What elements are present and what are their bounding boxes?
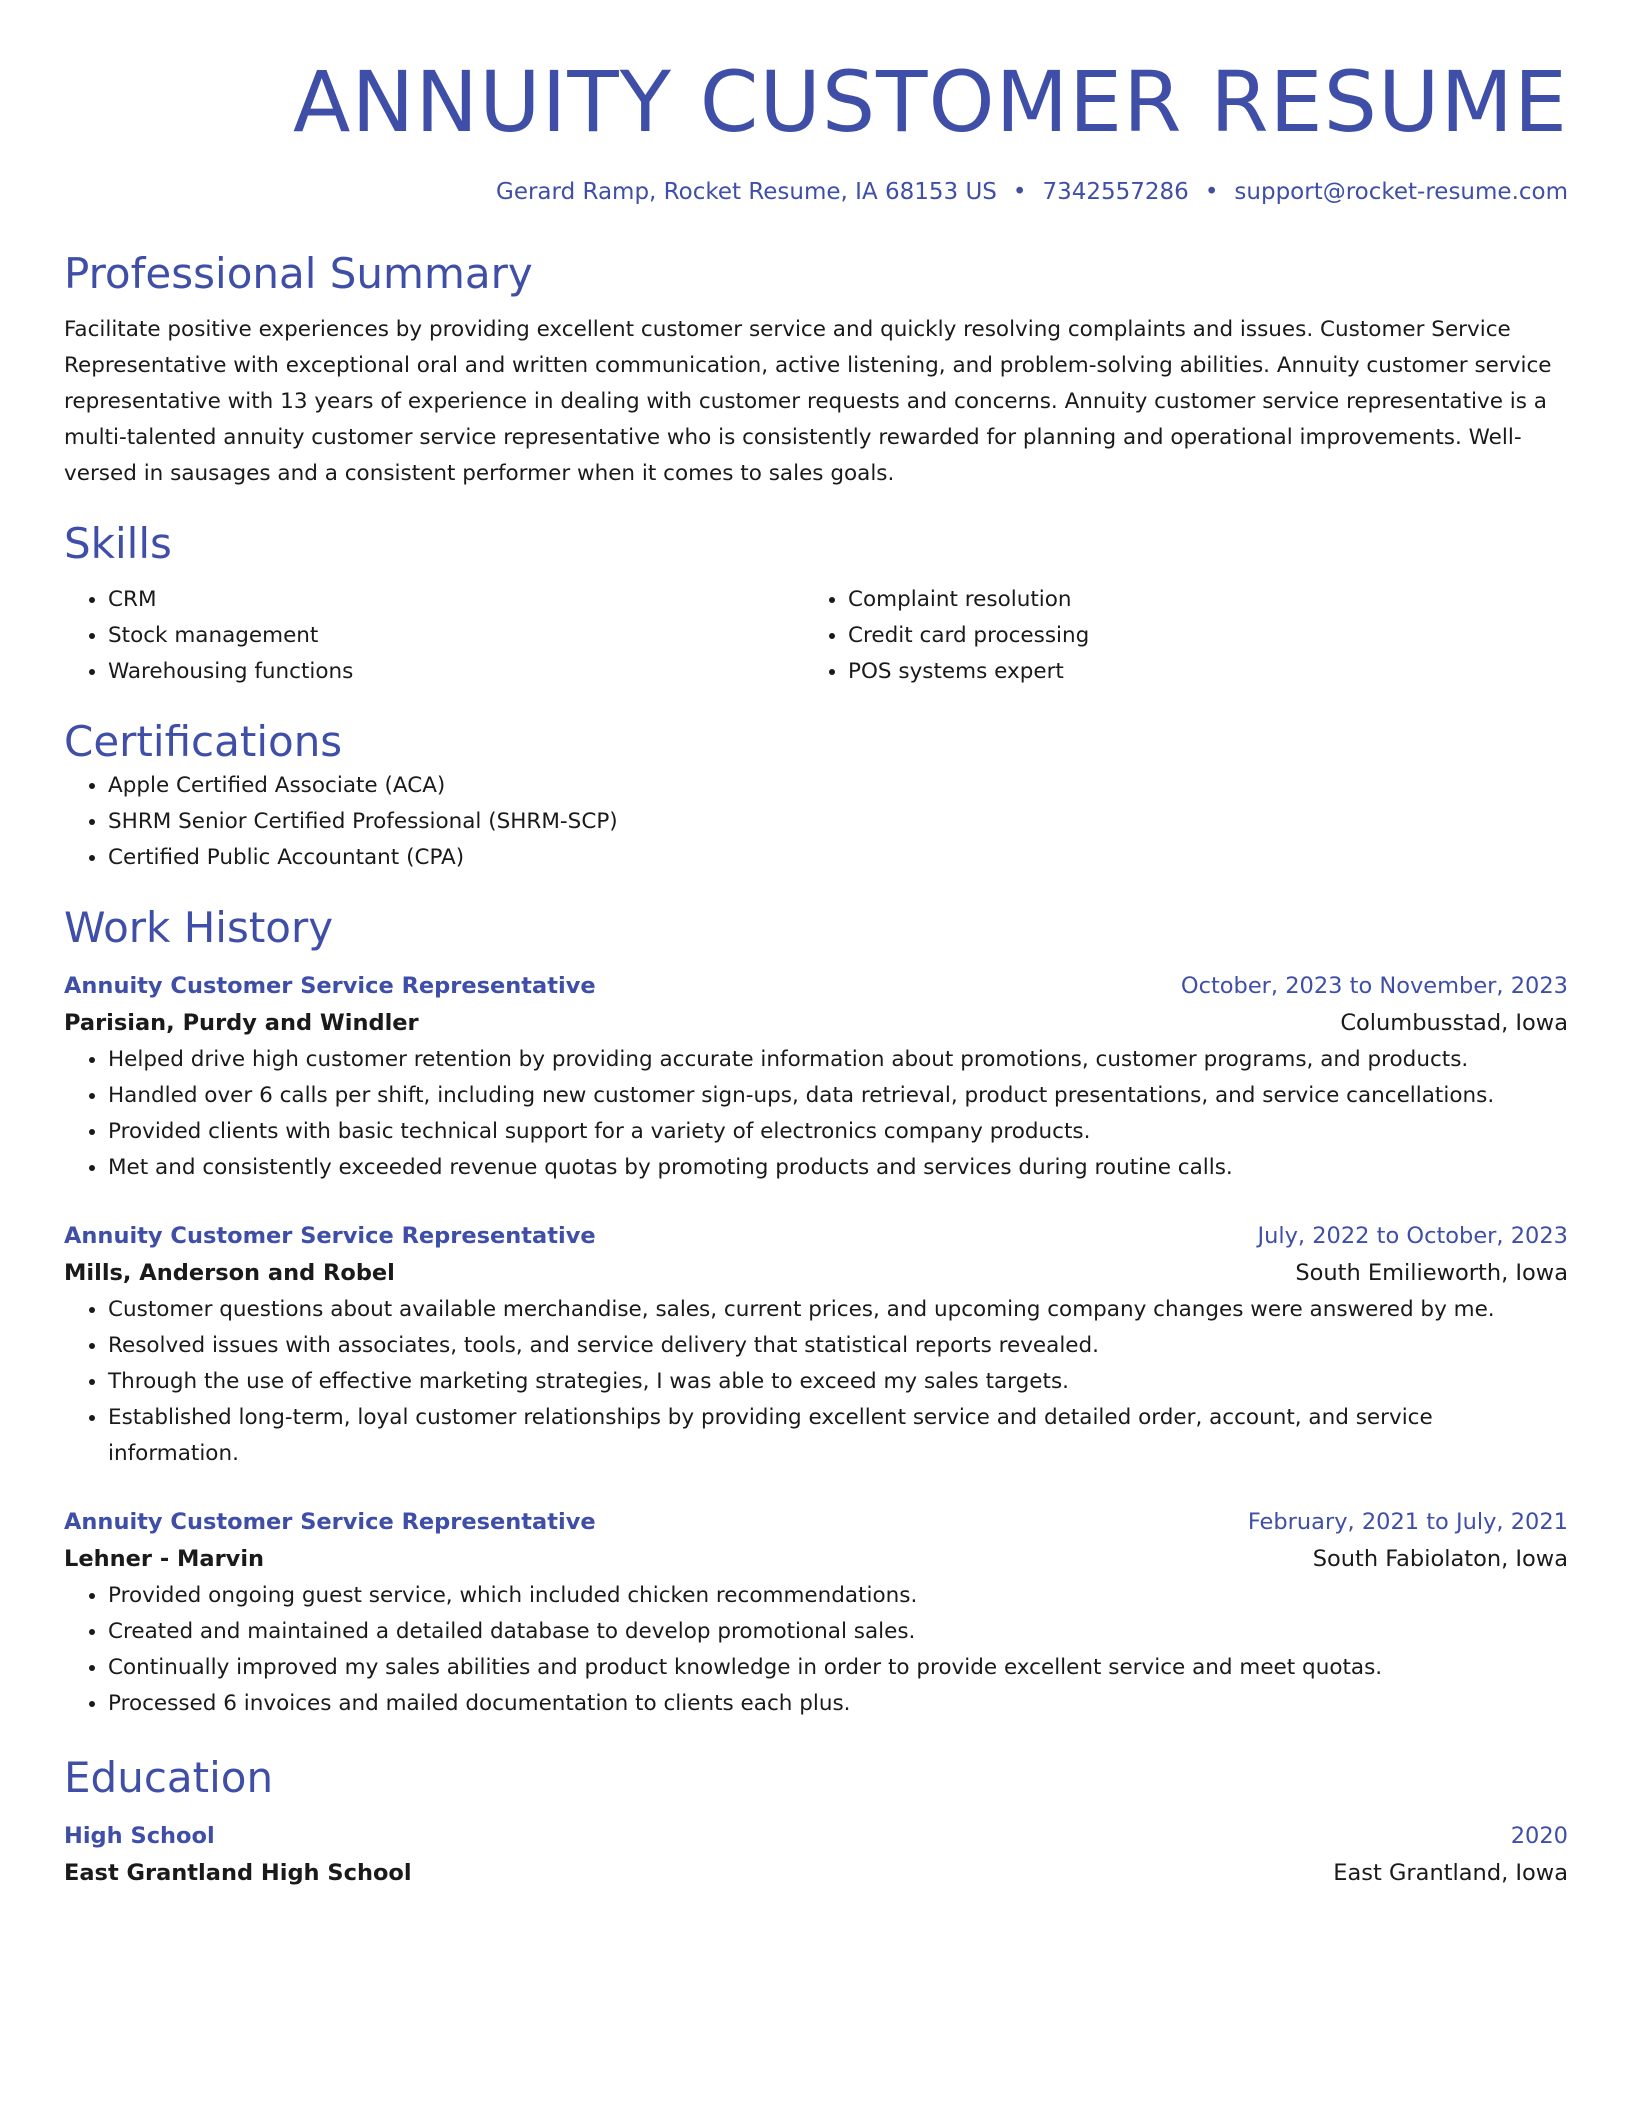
education-school: East Grantland High School xyxy=(64,1860,412,1886)
job-company: Mills, Anderson and Robel xyxy=(64,1260,395,1286)
job-bullet: • Provided ongoing guest service, which included chicken recommendations. xyxy=(108,1578,1568,1614)
resume-title: ANNUITY CUSTOMER RESUME xyxy=(292,53,1568,151)
job-entry xyxy=(64,1218,1568,1472)
job-bullet: • Customer questions about available merchandise, sales, current prices, and upcoming company changes were answered by me. xyxy=(108,1292,1568,1328)
contact-phone: 7342557286 xyxy=(1042,179,1189,205)
job-location: South Fabiolaton, Iowa xyxy=(1312,1546,1568,1572)
job-location: Columbusstad, Iowa xyxy=(1340,1010,1568,1036)
certifications-list xyxy=(64,768,1568,876)
skills-list-left xyxy=(64,582,804,690)
job-header-row xyxy=(64,1218,1568,1254)
skill-item: • Warehousing functions xyxy=(108,654,804,690)
skill-item: • Complaint resolution xyxy=(848,582,1568,618)
job-dates: July, 2022 to October, 2023 xyxy=(1257,1223,1568,1249)
job-bullet: • Created and maintained a detailed database to develop promotional sales. xyxy=(108,1614,1568,1650)
job-entry xyxy=(64,1504,1568,1722)
summary-heading: Professional Summary xyxy=(64,249,533,298)
job-bullet: • Met and consistently exceeded revenue quotas by promoting products and services during routine calls. xyxy=(108,1150,1568,1186)
job-bullet: • Helped drive high customer retention by providing accurate information about promotions, customer programs, and products. xyxy=(108,1042,1568,1078)
contact-line xyxy=(64,176,1568,208)
job-header-row xyxy=(64,1504,1568,1540)
work-history-heading: Work History xyxy=(64,903,334,952)
education-heading: Education xyxy=(64,1753,274,1802)
job-company-row xyxy=(64,1540,1568,1578)
job-bullet: • Established long-term, loyal customer relationships by providing excellent service and detailed order, account, and service information. xyxy=(108,1400,1568,1472)
skill-item: • Stock management xyxy=(108,618,804,654)
job-bullet: • Processed 6 invoices and mailed documentation to clients each plus. xyxy=(108,1686,1568,1722)
job-bullet: • Continually improved my sales abilities and product knowledge in order to provide excellent service and meet quotas. xyxy=(108,1650,1568,1686)
certification-item: • Apple Certified Associate (ACA) xyxy=(108,768,1568,804)
job-dates: October, 2023 to November, 2023 xyxy=(1180,973,1568,999)
job-company: Parisian, Purdy and Windler xyxy=(64,1010,419,1036)
job-title: Annuity Customer Service Representative xyxy=(64,1509,596,1535)
education-entry xyxy=(64,1818,1568,1892)
job-bullet: • Handled over 6 calls per shift, including new customer sign-ups, data retrieval, product presentations, and service cancellations. xyxy=(108,1078,1568,1114)
job-bullets xyxy=(64,1578,1568,1722)
job-dates: February, 2021 to July, 2021 xyxy=(1247,1509,1568,1535)
job-company-row xyxy=(64,1004,1568,1042)
education-location: East Grantland, Iowa xyxy=(1333,1860,1568,1886)
job-bullets xyxy=(64,1042,1568,1186)
skills-grid xyxy=(64,582,1568,690)
skills-list-right xyxy=(804,582,1568,690)
job-bullet: • Resolved issues with associates, tools, and service delivery that statistical reports revealed. xyxy=(108,1328,1568,1364)
education-degree: High School xyxy=(64,1823,215,1849)
job-entry xyxy=(64,968,1568,1186)
job-bullets xyxy=(64,1292,1568,1472)
skill-item: • POS systems expert xyxy=(848,654,1568,690)
certification-item: • SHRM Senior Certified Professional (SHRM-SCP) xyxy=(108,804,1568,840)
skill-item: • CRM xyxy=(108,582,804,618)
job-title: Annuity Customer Service Representative xyxy=(64,973,596,999)
certification-item: • Certified Public Accountant (CPA) xyxy=(108,840,1568,876)
summary-text: Facilitate positive experiences by providing excellent customer service and quickly resolving complaints and issues. Customer Service Representative with exceptional oral and written communication, active listening, and problem-solving abilities. Annuity customer service representative with 13 years of experience in dealing with customer requests and concerns. Annuity customer service representative is a multi-talented annuity customer service representative who is consistently rewarded for planning and operational improvements. Well-versed in sausages and a consistent performer when it comes to sales goals. xyxy=(64,317,1552,486)
contact-separator: • xyxy=(1012,179,1027,205)
contact-email: support@rocket-resume.com xyxy=(1234,179,1568,205)
job-bullet: • Provided clients with basic technical support for a variety of electronics company products. xyxy=(108,1114,1568,1150)
job-location: South Emilieworth, Iowa xyxy=(1295,1260,1568,1286)
skill-item: • Credit card processing xyxy=(848,618,1568,654)
job-company: Lehner - Marvin xyxy=(64,1546,265,1572)
certifications-heading: Certifications xyxy=(64,717,343,766)
contact-address: Gerard Ramp, Rocket Resume, IA 68153 US xyxy=(496,179,997,205)
skills-heading: Skills xyxy=(64,519,172,568)
contact-separator: • xyxy=(1204,179,1219,205)
education-year: 2020 xyxy=(1510,1823,1568,1849)
job-header-row xyxy=(64,968,1568,1004)
education-school-row xyxy=(64,1854,1568,1892)
job-company-row xyxy=(64,1254,1568,1292)
education-header-row xyxy=(64,1818,1568,1854)
job-bullet: • Through the use of effective marketing strategies, I was able to exceed my sales targets. xyxy=(108,1364,1568,1400)
job-title: Annuity Customer Service Representative xyxy=(64,1223,596,1249)
